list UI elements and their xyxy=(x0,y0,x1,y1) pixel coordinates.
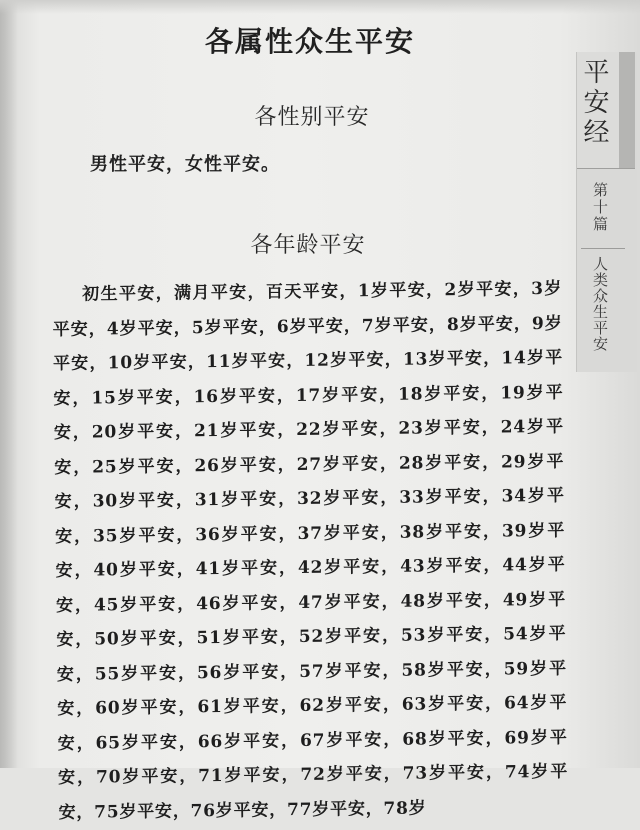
book-name-block xyxy=(577,52,635,169)
chapter-title: 人类众生平安 xyxy=(591,256,609,352)
section-text-gender: 男性平安，女性平安。 xyxy=(90,154,280,175)
tab-shade xyxy=(619,52,635,168)
section-heading-age: 各年龄平安 xyxy=(250,233,366,258)
page-title: 各属性众生平安 xyxy=(204,25,415,58)
spine-shadow xyxy=(0,0,18,768)
section-heading-gender: 各性别平安 xyxy=(254,105,370,130)
book-name: 平安经 xyxy=(579,58,609,148)
page-top-edge xyxy=(0,0,640,14)
chapter-number: 第十篇 xyxy=(591,182,609,233)
chapter-side-tab xyxy=(576,52,637,372)
section-text-age: 初生平安，满月平安，百天平安，1岁平安，2岁平安，3岁平安，4岁平安，5岁平安，6岁平安，7岁平安，8岁平安，9岁平安，10岁平安，11岁平安，12岁平安，13岁平安，14岁平安，15岁平安，16岁平安，17岁平安，18岁平安，19岁平安，20岁平安，21岁平安，22岁平安，23岁平安，24岁平安，25岁平安，26岁平安，27岁平安，28岁平安，29岁平安，30岁平安，31岁平安，32岁平安，33岁平安，34岁平安，35岁平安，36岁平安，37岁平安，38岁平安，39岁平安，40岁平安，41岁平安，42岁平安，43岁平安，44岁平安，45岁平安，46岁平安，47岁平安，48岁平安，49岁平安，50岁平安，51岁平安，52岁平安，53岁平安，54岁平安，55岁平安，56岁平安，57岁平安，58岁平安，59岁平安，60岁平安，61岁平安，62岁平安，63岁平安，64岁平安，65岁平安，66岁平安，67岁平安，68岁平安，69岁平安，70岁平安，71岁平安，72岁平安，73岁平安，74岁平安，75岁平安，76岁平安，77岁平安，78岁 xyxy=(52,278,569,823)
tab-divider xyxy=(581,248,625,249)
